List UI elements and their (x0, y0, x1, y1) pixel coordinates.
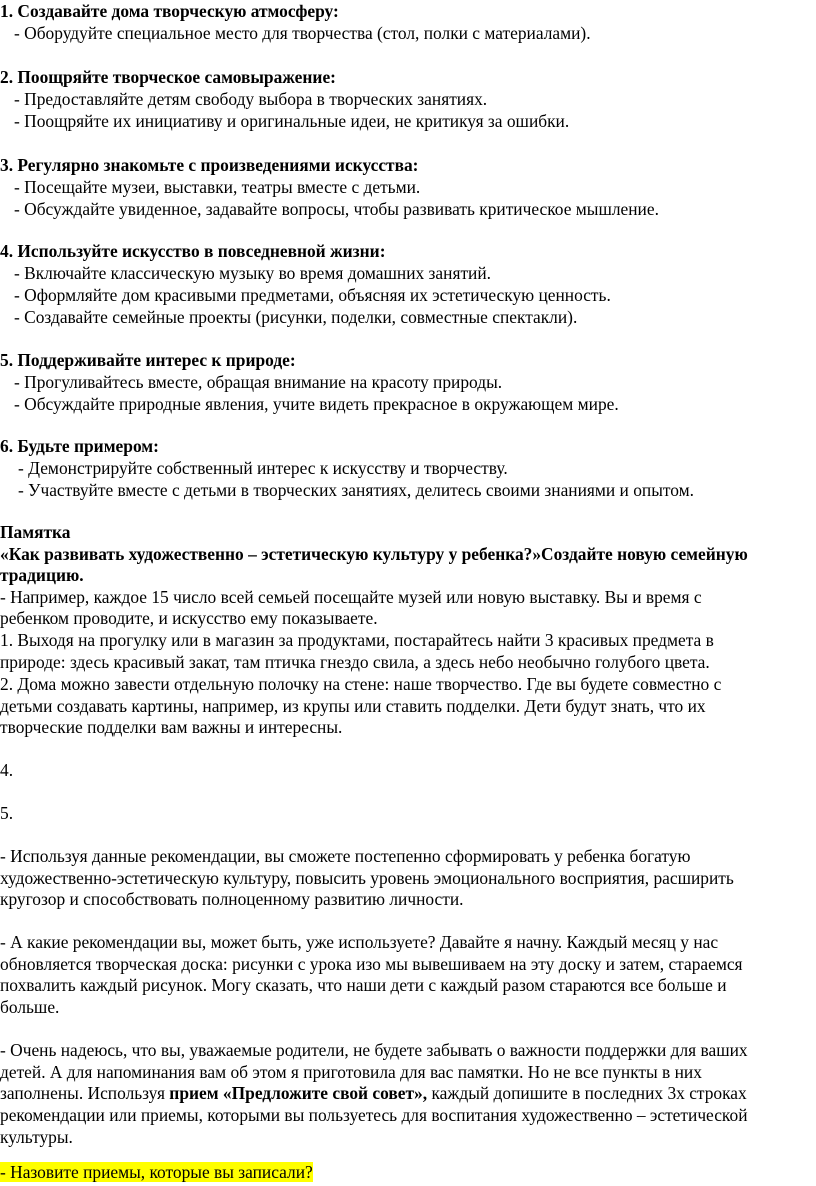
memo-line: 2. Дома можно завести отдельную полочку на стене: наше творчество. Где вы будете совместно с (0, 674, 722, 694)
paragraph-line: - А какие рекомендации вы, может быть, уже используете? Давайте я начну. Каждый месяц у нас (0, 932, 719, 952)
memo-item-4: 4. (0, 760, 14, 780)
highlighted-question: - Назовите приемы, которые вы записали? (0, 1162, 313, 1182)
paragraph-line: культуры. (0, 1127, 73, 1147)
section-1-title: 1. Создавайте дома творческую атмосферу: (0, 1, 339, 21)
memo-line: детьми создавать картины, например, из крупы или ставить подделки. Дети будут знать, что их (0, 696, 706, 716)
section-6-item-2: - Участвуйте вместе с детьми в творческих занятиях, делитесь своими знаниями и опытом. (18, 480, 694, 500)
section-6-item-1: - Демонстрируйте собственный интерес к искусству и творчеству. (18, 458, 508, 478)
section-4-title: 4. Используйте искусство в повседневной жизни: (0, 241, 386, 261)
paragraph-text: заполнены. Используя (0, 1083, 170, 1103)
section-3-title: 3. Регулярно знакомьте с произведениями искусства: (0, 155, 419, 175)
section-3-item-2: - Обсуждайте увиденное, задавайте вопросы, чтобы развивать критическое мышление. (14, 199, 659, 219)
section-4-item-3: - Создавайте семейные проекты (рисунки, поделки, совместные спектакли). (14, 307, 578, 327)
question-line (0, 1161, 313, 1183)
memo-line: ребенком проводите, и искусство ему показываете. (0, 608, 378, 628)
section-2-item-2: - Поощряйте их инициативу и оригинальные идеи, не критикуя за ошибки. (14, 111, 570, 131)
paragraph-line: больше. (0, 997, 60, 1017)
paragraph-text: каждый допишите в последних 3х строках (427, 1083, 747, 1103)
memo-line: природе: здесь красивый закат, там птичка гнездо свила, а здесь небо необычно голубого цвета. (0, 652, 710, 672)
paragraph-line: кругозор и способствовать полноценному развитию личности. (0, 889, 464, 909)
memo-line: творческие подделки вам важны и интересны. (0, 717, 343, 737)
memo-title: Памятка (0, 522, 71, 542)
memo-item-5: 5. (0, 803, 14, 823)
memo-subtitle-line-2: традицию. (0, 565, 84, 585)
section-6-title: 6. Будьте примером: (0, 436, 159, 456)
memo-subtitle-line-1: «Как развивать художественно – эстетическую культуру у ребенка?»Создайте новую семейную (0, 544, 748, 564)
memo-line: 1. Выходя на прогулку или в магазин за продуктами, постарайтесь найти 3 красивых предмета в (0, 630, 714, 650)
paragraph-line: детей. А для напоминания вам об этом я приготовила для вас памятки. Но не все пункты в них (0, 1062, 702, 1082)
section-5-item-2: - Обсуждайте природные явления, учите видеть прекрасное в окружающем мире. (14, 394, 619, 414)
section-5-item-1: - Прогуливайтесь вместе, обращая внимание на красоту природы. (14, 372, 503, 392)
memo-line: - Например, каждое 15 число всей семьей посещайте музей или новую выставку. Вы и время с (0, 587, 702, 607)
section-4-item-1: - Включайте классическую музыку во время домашних занятий. (14, 263, 492, 283)
paragraph-line-mixed (0, 1082, 747, 1104)
section-2-item-1: - Предоставляйте детям свободу выбора в творческих занятиях. (14, 89, 488, 109)
paragraph-line: - Используя данные рекомендации, вы сможете постепенно сформировать у ребенка богатую (0, 846, 691, 866)
section-2-title: 2. Поощряйте творческое самовыражение: (0, 67, 336, 87)
section-3-item-1: - Посещайте музеи, выставки, театры вместе с детьми. (14, 177, 421, 197)
section-5-title: 5. Поддерживайте интерес к природе: (0, 350, 296, 370)
paragraph-line: похвалить каждый рисунок. Могу сказать, что наши дети с каждый разом стараются все больше и (0, 975, 727, 995)
technique-name: прием «Предложите свой совет», (169, 1083, 428, 1103)
section-1-item-1: - Оборудуйте специальное место для творчества (стол, полки с материалами). (14, 23, 591, 43)
paragraph-line: художественно-эстетическую культуру, повысить уровень эмоционального восприятия, расширить (0, 868, 734, 888)
paragraph-line: рекомендации или приемы, которыми вы пользуетесь для воспитания художественно – эстетической (0, 1105, 748, 1125)
paragraph-line: - Очень надеюсь, что вы, уважаемые родители, не будете забывать о важности поддержки для ваших (0, 1040, 748, 1060)
paragraph-line: обновляется творческая доска: рисунки с урока изо мы вывешиваем на эту доску и затем, стараемся (0, 954, 743, 974)
section-4-item-2: - Оформляйте дом красивыми предметами, объясняя их эстетическую ценность. (14, 285, 611, 305)
